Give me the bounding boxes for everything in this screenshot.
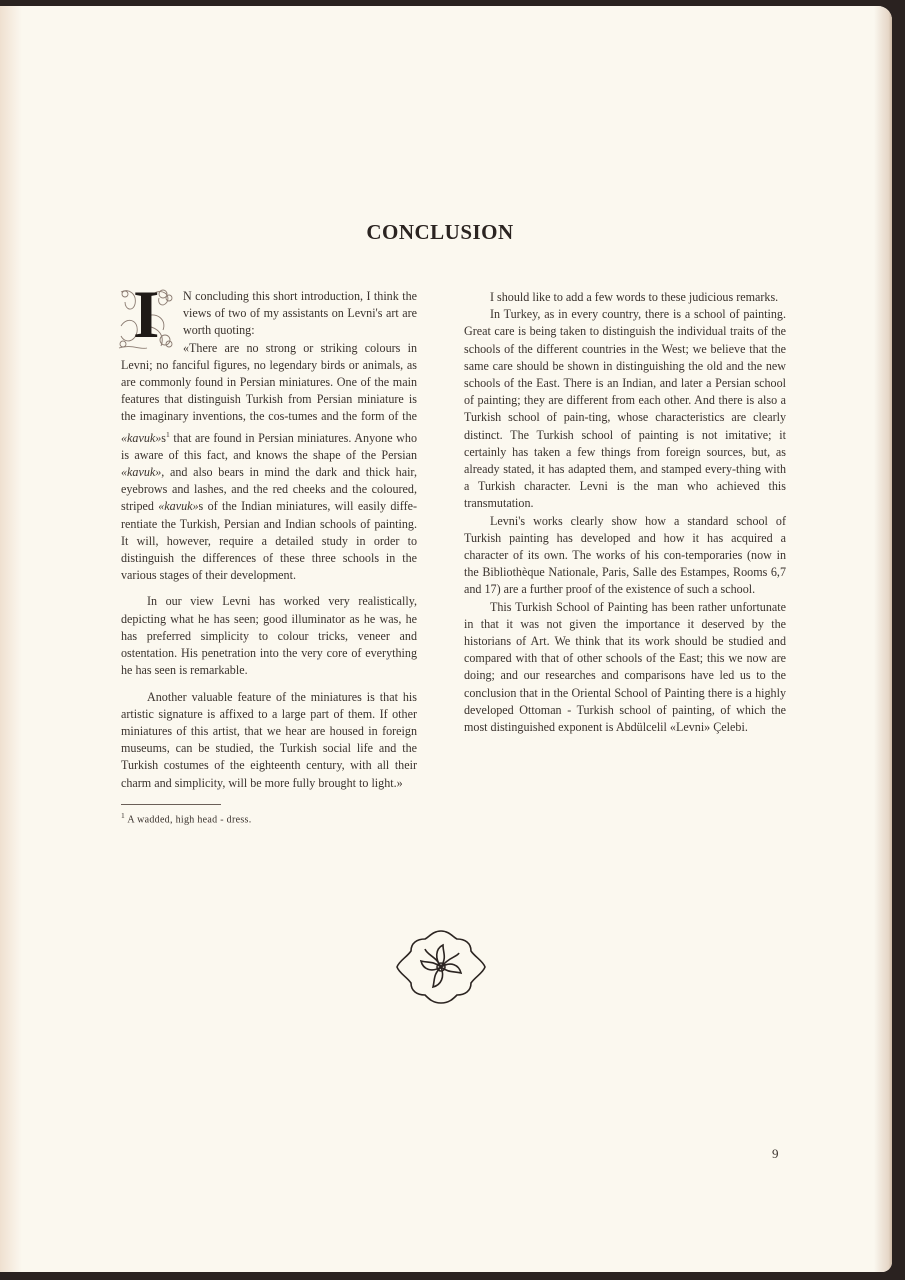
page-number: 9 [772,1146,779,1161]
footnote-number: 1 [121,810,126,820]
page-edge [874,6,892,1272]
footnote-divider [121,804,221,805]
left-column [121,276,417,826]
quote-text-e: s of the Indian miniatures, will easily diffe-rentiate the Turkish, Persian and Indian schools of painting. It will, however, require a detailed study in order to distinguish the differences of these three schools in the various stages of their development. [121,499,417,583]
term-kavuk: «kavuk» [158,499,199,514]
footnote-text: A wadded, high head - dress. [127,814,252,826]
footnote-marker[interactable]: 1 [166,429,170,439]
intro-text: N concluding this short introduction, I think the views of two of my assistants on Levni's art are worth quoting: [183,289,417,338]
paragraph-turkey: In Turkey, as in every country, there is a school of painting. Great care is being taken to distinguish the individual traits of the schools of the different countries in the West; we believe that the same care should be shown in distinguishing the old and the new schools of the East. There is an Indian, and later a Persian school of painting; they are different from each other. And there is also a Turkish school of pain-ting, whose characteristics are clearly distinct. The Turkish school of painting is not imitative; it certainly has taken a few things from foreign sources, but, as already stated, it has adapted them, and stamped every-thing with a Turkish character. Levni is the man who achieved this transmutation. [464,307,786,511]
right-column [464,289,786,736]
quote-text-a: «There are no strong or striking colours in Levni; no fanciful figures, no legendary birds or animals, as are commonly found in Persian miniatures. One of the main features that distinguish Turkish from Persian miniature is the imaginary inventions, the cos-tumes and the form of the [121,340,417,424]
term-kavuk: «kavuk» [121,465,162,480]
paragraph-turkish-school: This Turkish School of Painting has been rather unfortunate in that it was not given the importance it deserved by the historians of Art. We think that its work should be studied and compared with that of other schools of the East; this we now are doing; and our researches and comparisons have led us to the conclusion that in the Oriental School of Painting there is a highly developed Ottoman - Turkish school of painting, of which the most distinguished exponent is Abdülcelil «Levni» Çelebi. [464,599,786,735]
paragraph-intro [121,276,417,352]
paragraph-quote [121,340,417,585]
page-title: CONCLUSION [366,220,514,244]
paragraph-remarks: I should like to add a few words to these judicious remarks. [490,290,779,304]
paragraph-levni-works: Levni's works clearly show how a standard school of Turkish painting has developed and how it has acquired a character of its own. The works of his con-temporaries (now in the Bibliothèque Nationale, Paris, Salle des Estampes, Rooms 6,7 and 17) are a further proof of the existence of such a school. [464,513,786,597]
paragraph-realism: In our view Levni has worked very realistically, depicting what he has seen; good illuminator as he was, he has preferred simplicity to colour tricks, veneer and ostentation. His penetration into the very core of everything he has seen is remarkable. [121,594,417,678]
footnote [121,809,417,826]
drop-cap-letter: I [133,276,160,352]
quote-text-b: s [161,430,167,445]
quote-text-c: that are found in Persian miniatures. Anyone who is aware of this fact, and knows the shape of the Persian [121,430,417,462]
book-page [0,6,892,1272]
ornamental-drop-cap [117,276,175,354]
quote-text-d: , and also bears in mind the dark and thick hair, eyebrows and lashes, and the red cheeks and the coloured, striped [121,465,417,514]
page-gutter-shadow [0,6,22,1272]
term-kavuk: «kavuk» [121,430,162,445]
rosette-ornament-icon [395,927,487,1007]
paragraph-signature: Another valuable feature of the miniatures is that his artistic signature is affixed to a large part of them. If other miniatures of this artist, that we hear are housed in foreign museums, can be studied, the Turkish social life and the Turkish costumes of the eighteenth century, with all their charm and simplicity, will be more fully brought to light.» [121,689,417,790]
